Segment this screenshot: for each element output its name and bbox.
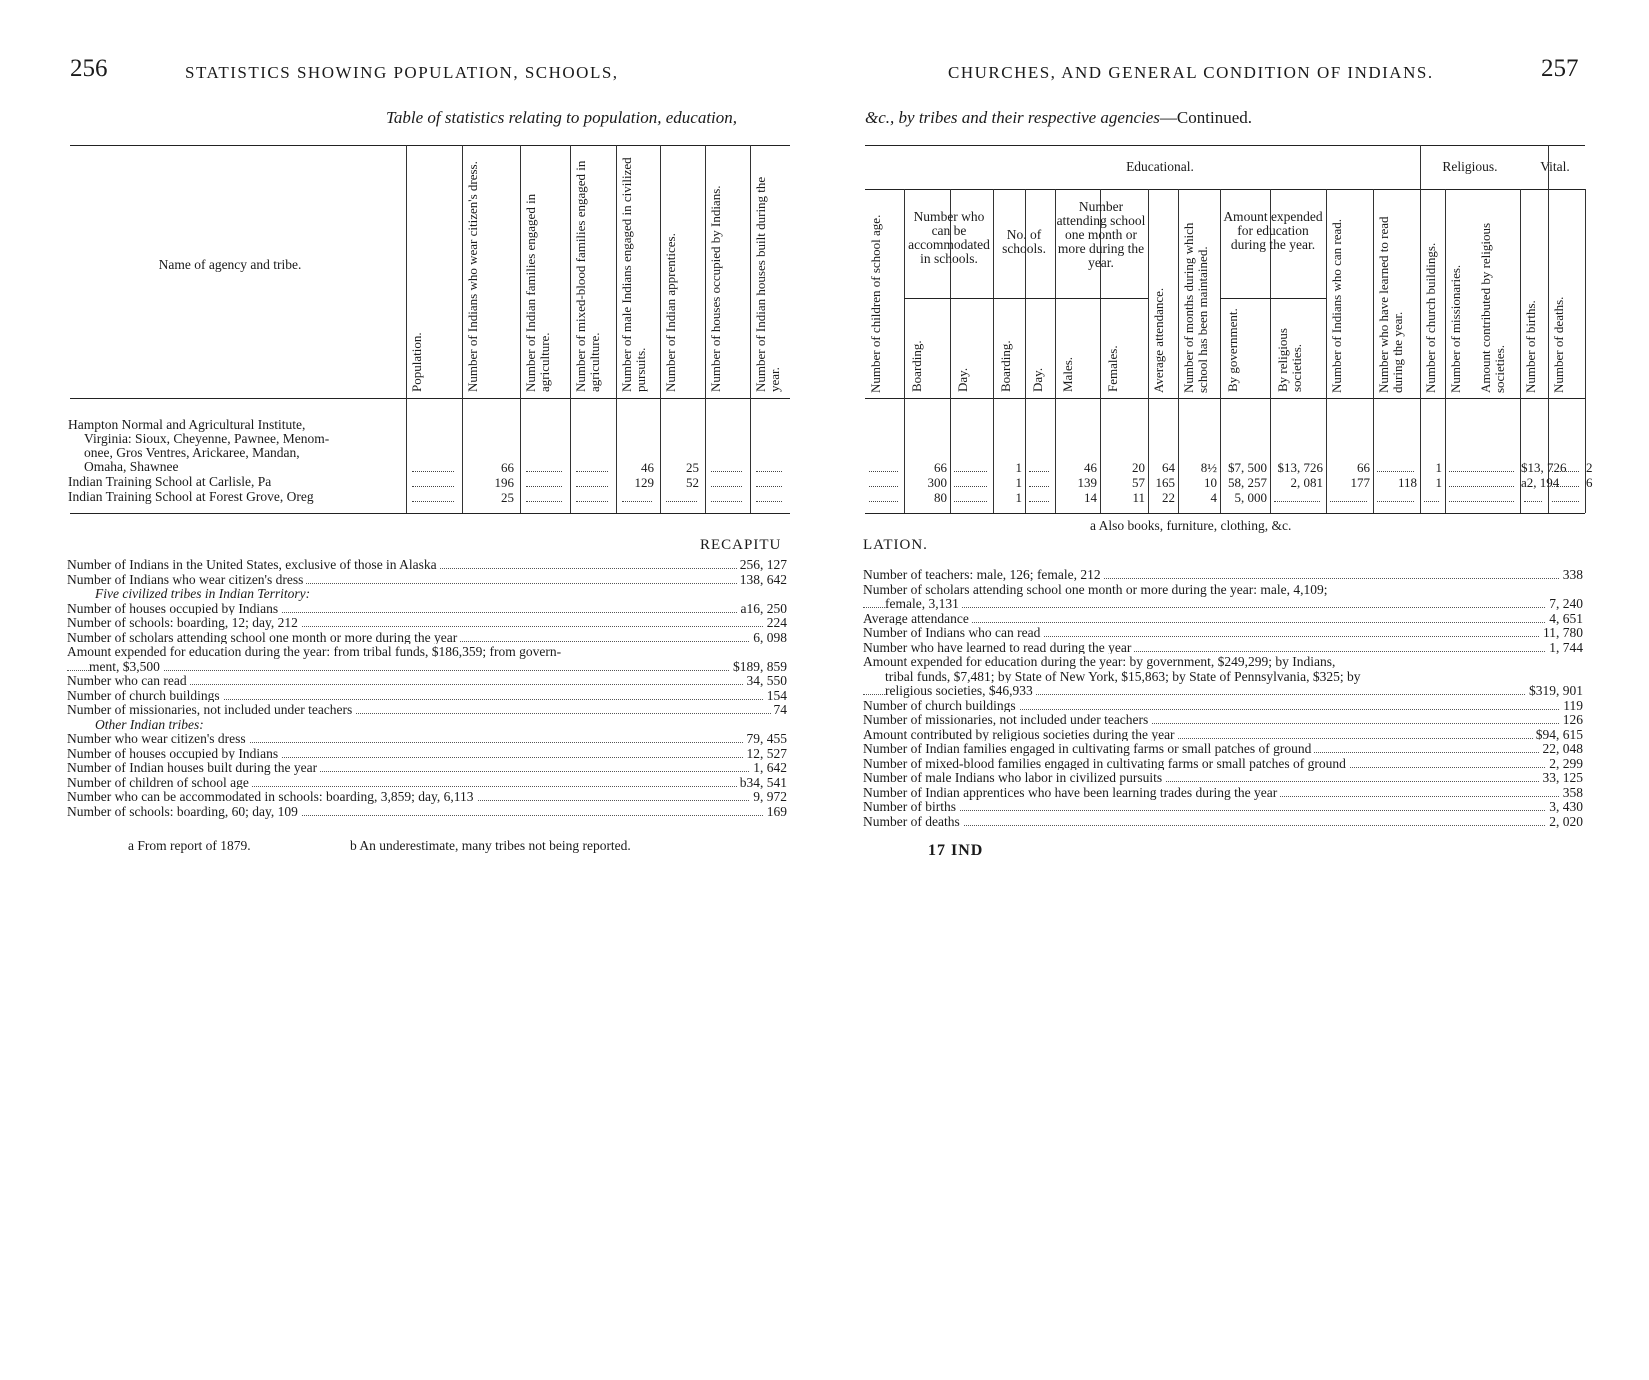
recap-value: $94, 615 [1533,728,1583,743]
table-cell: $7, 500 [1228,460,1267,475]
table-cell: 66 [501,460,514,475]
table-cell: 165 [1155,475,1175,490]
header-months: Number of months during which school has been maintained. [1181,222,1210,393]
recap-label: Number of children of school age [67,775,252,790]
agency-name: Omaha, Shawnee [84,459,179,474]
recap-label: Number of schools: boarding, 12; day, 212 [67,615,301,630]
table-cell: 66 [934,460,947,475]
recap-value: $189, 859 [730,660,787,675]
column-header: Number of Indians who wear citizen's dress. [465,161,480,392]
footnote-b: b An underestimate, many tribes not being reported. [350,838,631,853]
recap-value: 256, 127 [737,558,787,573]
table-cell: 66 [1357,460,1370,475]
recap-label: Amount expended for education during the year: from tribal funds, $186,359; from govern- [67,644,564,659]
recap-line [863,670,1583,685]
recap-subheading [67,718,787,733]
table-cell: 5, 000 [1234,490,1267,505]
table-cell: 300 [927,475,947,490]
recap-line [67,602,787,617]
table-cell: 177 [1350,475,1370,490]
recap-line [67,761,787,776]
empty-cell-leader [756,486,782,487]
leader-dots [67,670,787,671]
column-header: Number of mixed-blood families engaged in agriculture. [573,160,602,392]
recap-value: 1, 642 [750,761,787,776]
recap-label: Number of church buildings [67,688,223,703]
recap-label: Average attendance [863,611,972,626]
empty-cell-leader [954,471,987,472]
header-contributed: Amount contributed by religious societies. [1478,222,1507,393]
table-cell: $13, 726 [1521,460,1567,475]
recap-label: Number who can read [67,673,190,688]
recap-label: Number of houses occupied by Indians [67,746,281,761]
recap-value: 119 [1560,699,1583,714]
name-of-agency-header: Name of agency and tribe. [158,257,302,272]
empty-cell-leader [1274,501,1320,502]
empty-cell-leader [526,501,562,502]
column-header: Number of Indian apprentices. [663,233,678,392]
recap-line [863,742,1583,757]
subheader-males: Males. [1060,356,1075,392]
recap-line [67,645,787,660]
header-avg-attendance: Average attendance. [1151,287,1166,393]
running-head-right: CHURCHES, AND GENERAL CONDITION OF INDIANS. [948,63,1434,82]
recap-line [67,776,787,791]
empty-cell-leader [1029,501,1049,502]
recap-value: 79, 455 [744,732,788,747]
table-cell: 80 [934,490,947,505]
empty-cell-leader [1552,471,1579,472]
recap-label: Number of houses occupied by Indians [67,601,281,616]
recap-label: Number of Indian apprentices who have been learning trades during the year [863,785,1280,800]
empty-cell-leader [666,501,697,502]
recap-line [67,732,787,747]
table-cell: 57 [1132,475,1145,490]
empty-cell-leader [869,471,898,472]
table-cell: 2, 081 [1290,475,1323,490]
column-header: Number of Indian families engaged in agriculture. [523,193,552,392]
empty-cell-leader [576,501,608,502]
recap-label: Number of Indian families engaged in cultivating farms or small patches of ground [863,741,1314,756]
column-rule [520,145,521,513]
empty-cell-leader [869,501,898,502]
column-rule [616,145,617,513]
column-rule [750,145,751,513]
recap-line [67,805,787,820]
recap-label: female, 3,131 [885,596,962,611]
recap-heading-right: LATION. [863,537,928,553]
table-cell: 1 [1015,460,1022,475]
header-deaths: Number of deaths. [1551,296,1566,393]
empty-cell-leader [1524,501,1542,502]
empty-cell-leader [711,471,742,472]
recap-line [863,815,1583,830]
empty-cell-leader [711,486,742,487]
agency-name: onee, Gros Ventres, Arickaree, Mandan, [84,445,300,460]
group-religious: Religious. [1442,159,1498,174]
recap-label: Number of missionaries, not included under teachers [863,712,1151,727]
recap-label: Number of scholars attending school one month or more during the year [67,630,460,645]
recap-value: 2, 299 [1546,757,1583,772]
empty-cell-leader [1330,501,1367,502]
recap-value: 7, 240 [1546,597,1583,612]
table-cell: 20 [1132,460,1145,475]
table-cell: 10 [1204,475,1217,490]
column-rule [1420,145,1421,513]
recap-label: tribal funds, $7,481; by State of New York, $15,863; by State of Pennsylvania, $325; by [885,669,1363,684]
recap-line [863,728,1583,743]
recap-line [863,641,1583,656]
leader-dots [863,825,1583,826]
group-vital: Vital. [1540,159,1570,174]
recap-subheading-text: Other Indian tribes: [95,716,204,732]
recap-line [863,612,1583,627]
recap-line [863,699,1583,714]
subheader-day: Day. [955,367,970,392]
agency-name: Virginia: Sioux, Cheyenne, Pawnee, Menom- [84,431,330,446]
column-rule [1373,189,1374,513]
table-cell: 64 [1162,460,1175,475]
table-cell: 8½ [1200,460,1217,475]
agency-name: Indian Training School at Forest Grove, Oreg [68,489,314,504]
empty-cell-leader [1377,471,1414,472]
page-number-left: 256 [70,55,108,82]
table-cell: a2, 194 [1521,475,1560,490]
recap-label: Number of teachers: male, 126; female, 212 [863,567,1104,582]
header-expended: Amount expended for education during the year. [1223,209,1323,252]
recap-label: Number who wear citizen's dress [67,731,249,746]
column-header: Population. [409,332,424,392]
recap-label: Number of missionaries, not included under teachers [67,702,355,717]
table-cell: 25 [686,460,699,475]
empty-cell-leader [526,486,562,487]
recap-subheading-text: Five civilized tribes in Indian Territory: [95,586,311,601]
recap-value: 34, 550 [744,674,788,689]
recap-label: Amount expended for education during the year: by government, $249,299; by Indians, [863,654,1338,669]
empty-cell-leader [576,486,608,487]
header-no-schools: No. of schools. [1002,227,1046,256]
header-learned: Number who have learned to read during the year. [1376,216,1405,393]
subheader-females: Females. [1105,345,1120,392]
table-footnote-right: a Also books, furniture, clothing, &c. [1090,518,1292,533]
table-cell: 46 [1084,460,1097,475]
recap-value: 74 [771,703,788,718]
column-header: Number of Indian houses built during the year. [753,176,782,392]
recap-label: Number of church buildings [863,698,1019,713]
recap-line [863,626,1583,641]
header-can-read: Number of Indians who can read. [1329,219,1344,393]
subheader-rule [1055,298,1148,299]
recap-value: 9, 972 [750,790,787,805]
recap-line [863,757,1583,772]
header-missionaries: Number of missionaries. [1448,264,1463,393]
table-cell: 1 [1435,460,1442,475]
table-cell: 4 [1210,490,1217,505]
recap-value: 12, 527 [744,747,788,762]
column-rule [660,145,661,513]
recap-line [67,747,787,762]
table-cell: 22 [1162,490,1175,505]
recap-label: Number of schools: boarding, 60; day, 109 [67,804,301,819]
table-cell: 46 [641,460,654,475]
agency-name: Hampton Normal and Agricultural Institute, [68,417,306,432]
empty-cell-leader [1449,486,1514,487]
recap-value: 358 [1560,786,1583,801]
empty-cell-leader [412,471,454,472]
table-cell: 2 [1586,460,1593,475]
empty-cell-leader [869,486,898,487]
recap-label: Number of male Indians who labor in civilized pursuits [863,770,1165,785]
empty-cell-leader [954,501,987,502]
header-attending: Number attending school one month or more during the year. [1056,199,1146,270]
recap-value: 11, 780 [1540,626,1583,641]
recap-label: religious societies, $46,933 [885,683,1036,698]
empty-cell-leader [711,501,742,502]
header-church: Number of church buildings. [1423,242,1438,393]
header-school-age: Number of children of school age. [868,214,883,393]
recap-line [67,573,787,588]
recap-value: 126 [1560,713,1583,728]
table-cell: 1 [1435,475,1442,490]
recap-line [67,703,787,718]
page-number-right: 257 [1541,55,1579,82]
table-cell: 58, 257 [1228,475,1267,490]
subheader-boarding2: Boarding. [998,340,1013,392]
subheader-boarding: Boarding. [909,340,924,392]
table-cell: 1 [1015,475,1022,490]
subheader-rule [904,298,993,299]
header-births: Number of births. [1523,300,1538,393]
leader-dots [863,607,1583,608]
recap-line [67,660,787,675]
empty-cell-leader [1377,501,1414,502]
recap-line [67,631,787,646]
empty-cell-leader [526,471,562,472]
running-head-left: STATISTICS SHOWING POPULATION, SCHOOLS, [185,63,619,82]
empty-cell-leader [1424,501,1439,502]
column-rule [462,145,463,513]
recap-value: 138, 642 [737,573,787,588]
subheader-rule [993,298,1055,299]
recap-label: Amount contributed by religious societies during the year [863,727,1178,742]
recap-value: 22, 048 [1540,742,1584,757]
recap-value: 33, 125 [1540,771,1584,786]
recap-value: a16, 250 [738,602,788,617]
footnote-a: a From report of 1879. [128,838,251,853]
table-cell: 118 [1397,475,1417,490]
recap-line [67,790,787,805]
empty-cell-leader [412,501,454,502]
subheader-day2: Day. [1030,367,1045,392]
column-rule [1548,145,1549,513]
recap-label: Number of deaths [863,814,963,829]
recap-label: Number of Indian houses built during the year [67,760,320,775]
header-accommodated: Number who can be accommodated in schools. [908,209,990,266]
empty-cell-leader [1029,486,1049,487]
table-cell: $13, 726 [1277,460,1323,475]
agency-name: Indian Training School at Carlisle, Pa [68,474,272,489]
table-cell: 25 [501,490,514,505]
empty-cell-leader [1449,501,1514,502]
recap-line [67,558,787,573]
empty-cell-leader [756,501,782,502]
column-rule [705,145,706,513]
recap-label: ment, $3,500 [89,659,163,674]
recap-label: Number of Indians who can read [863,625,1043,640]
recap-value: 169 [764,805,787,820]
empty-cell-leader [1552,501,1579,502]
recap-value: 338 [1560,568,1583,583]
recap-line [863,684,1583,699]
recap-subheading [67,587,787,602]
recap-value: 3, 430 [1546,800,1583,815]
recap-value: 6, 098 [750,631,787,646]
table-cell: 196 [494,475,514,490]
recap-label: Number of Indians who wear citizen's dress [67,572,306,587]
column-header: Number of male Indians engaged in civilized pursuits. [619,157,648,392]
recap-line [863,583,1583,598]
recap-label: Number of births [863,799,959,814]
leader-dots [863,810,1583,811]
recap-value: 4, 651 [1546,612,1583,627]
empty-cell-leader [412,486,454,487]
recap-label: Number of Indians in the United States, exclusive of those in Alaska [67,557,440,572]
recap-line [863,800,1583,815]
table-caption-left: Table of statistics relating to population, education, [386,108,738,127]
empty-cell-leader [622,501,652,502]
recap-label: Number of mixed-blood families engaged in cultivating farms or small patches of ground [863,756,1349,771]
caption-text: by tribes and their respective agencies [894,108,1160,127]
column-rule [406,145,407,513]
table-cell: 129 [634,475,654,490]
empty-cell-leader [1552,486,1579,487]
recap-value: 1, 744 [1546,641,1583,656]
recap-label: Number who have learned to read during the year [863,640,1134,655]
recap-line [863,786,1583,801]
recap-line [863,713,1583,728]
caption-continued: —Continued. [1159,108,1252,127]
recap-line [863,597,1583,612]
recap-line [67,616,787,631]
recapitulation-list-left [67,558,787,819]
recap-value: 224 [764,616,787,631]
empty-cell-leader [576,471,608,472]
recap-label: Number who can be accommodated in schools: boarding, 3,859; day, 6,113 [67,789,477,804]
empty-cell-leader [1029,471,1049,472]
table-cell: 139 [1077,475,1097,490]
recap-label: Number of scholars attending school one month or more during the year: male, 4,109; [863,582,1331,597]
recap-line [863,771,1583,786]
recapitulation-list-right [863,568,1583,829]
table-cell: 14 [1084,490,1097,505]
empty-cell-leader [1449,471,1514,472]
empty-cell-leader [954,486,987,487]
table-caption-right [865,108,1252,128]
recap-heading-left: RECAPITU [700,537,782,553]
recap-value: 2, 020 [1546,815,1583,830]
recap-line [863,655,1583,670]
column-rule [1445,189,1446,513]
caption-symbol: &c., [865,108,895,127]
group-educational: Educational. [1126,159,1194,174]
recap-value: b34, 541 [737,776,787,791]
table-cell: 11 [1132,490,1145,505]
signature-mark: 17 IND [928,842,984,859]
subheader-rule [1220,298,1326,299]
recap-line [67,689,787,704]
subheader-by-rel: By religious societies. [1275,328,1304,392]
table-cell: 52 [686,475,699,490]
recap-line [67,674,787,689]
recap-line [863,568,1583,583]
column-rule [570,145,571,513]
subheader-by-gov: By government. [1225,308,1240,392]
recap-value: $319, 901 [1526,684,1583,699]
table-cell: 6 [1586,475,1593,490]
table-cell: 1 [1015,490,1022,505]
empty-cell-leader [756,471,782,472]
column-header: Number of houses occupied by Indians. [708,185,723,392]
recap-value: 154 [764,689,787,704]
